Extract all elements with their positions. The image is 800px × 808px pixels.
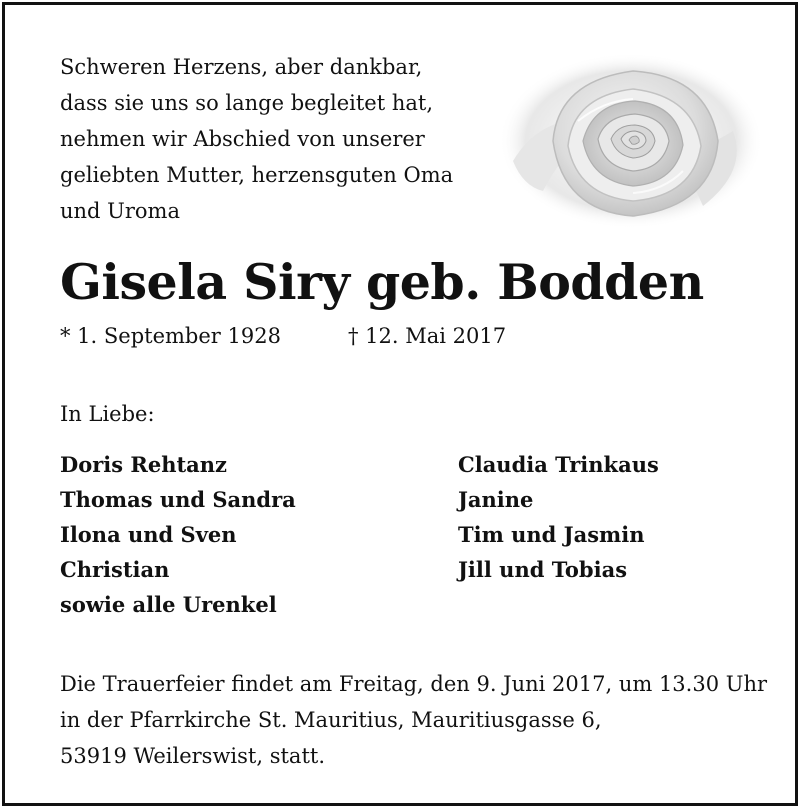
deceased-name: Gisela Siry geb. Bodden <box>60 253 704 311</box>
mourner-name: Christian <box>60 557 170 582</box>
intro-line: nehmen wir Abschied von unserer <box>60 127 425 151</box>
rose-image <box>483 41 765 233</box>
death-date: † 12. Mai 2017 <box>348 324 507 348</box>
mourner-name: Ilona und Sven <box>60 522 237 547</box>
intro-line: geliebten Mutter, herzensguten Oma <box>60 163 454 187</box>
love-intro: In Liebe: <box>60 402 155 426</box>
mourner-name: Doris Rehtanz <box>60 452 227 477</box>
mourners-right <box>458 447 659 587</box>
obituary-frame <box>2 2 798 806</box>
intro-line: dass sie uns so lange begleitet hat, <box>60 91 434 115</box>
mourner-name: Claudia Trinkaus <box>458 452 659 477</box>
funeral-line: in der Pfarrkirche St. Mauritius, Mauritiusgasse 6, <box>60 708 602 732</box>
mourner-name: Jill und Tobias <box>458 557 628 582</box>
mourner-name: Tim und Jasmin <box>458 522 645 547</box>
mourner-name: sowie alle Urenkel <box>60 592 277 617</box>
mourner-name: Thomas und Sandra <box>60 487 296 512</box>
birth-date: * 1. September 1928 <box>60 324 281 348</box>
intro-text <box>60 49 453 229</box>
mourners-left <box>60 447 296 622</box>
intro-line: Schweren Herzens, aber dankbar, <box>60 55 423 79</box>
mourner-name: Janine <box>458 487 534 512</box>
intro-line: und Uroma <box>60 199 180 223</box>
funeral-line: Die Trauerfeier findet am Freitag, den 9. Juni 2017, um 13.30 Uhr <box>60 672 768 696</box>
funeral-line: 53919 Weilerswist, statt. <box>60 744 326 768</box>
funeral-notice <box>60 666 767 774</box>
